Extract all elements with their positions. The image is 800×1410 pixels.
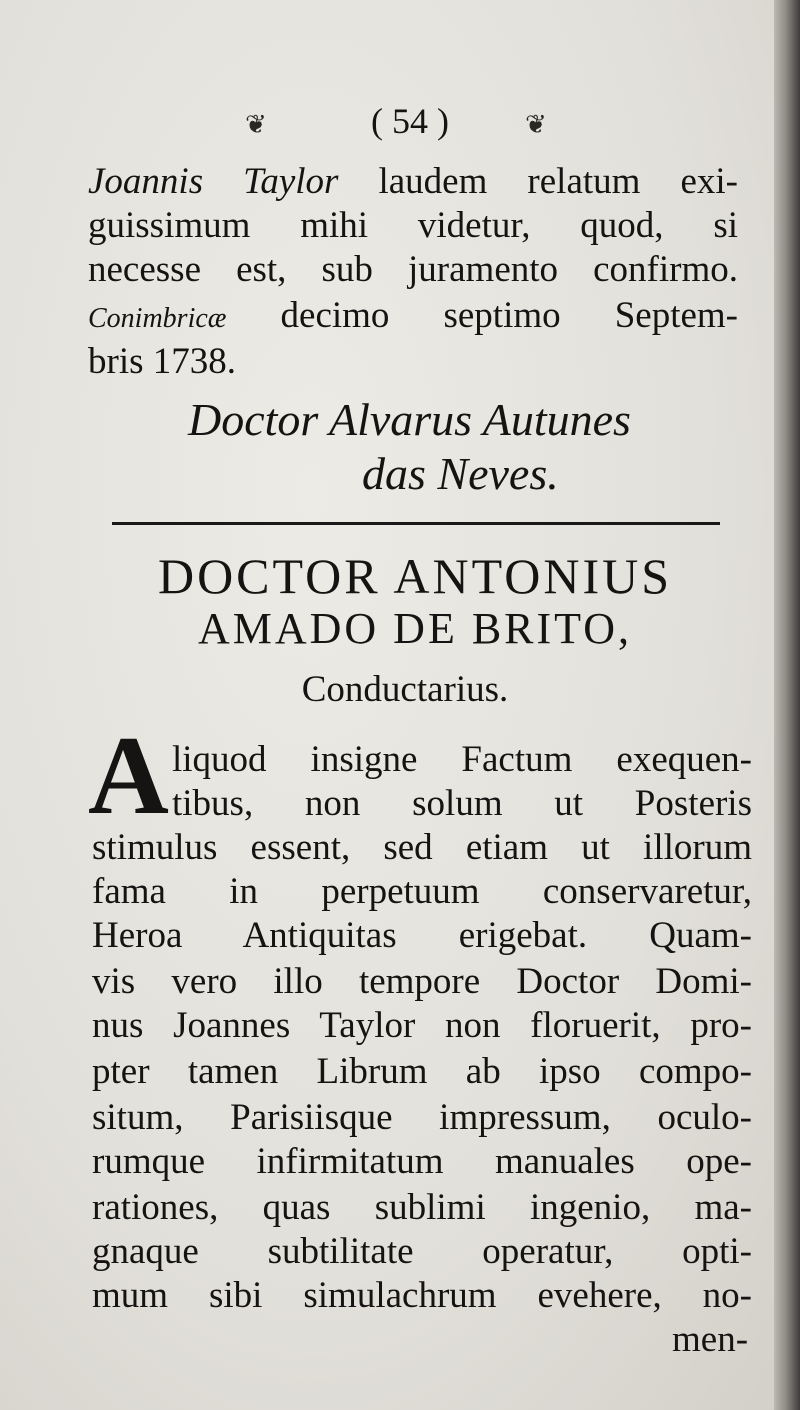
- signature-line-1: Doctor Alvarus Autunes: [188, 394, 631, 445]
- body-line: gnaque subtilitate operatur, opti-: [92, 1231, 752, 1272]
- body-line: situm, Parisiisque impressum, oculo-: [92, 1097, 752, 1138]
- section-divider: [112, 522, 720, 525]
- body-line: fama in perpetuum conservaretur,: [92, 871, 752, 912]
- drop-capital: A: [88, 714, 169, 838]
- catchword: men-: [672, 1319, 749, 1360]
- body-line: nus Joannes Taylor non floruerit, pro-: [92, 1005, 752, 1046]
- text-line: [88, 160, 738, 204]
- text-line: necesse est, sub juramento confirmo.: [88, 249, 738, 290]
- page-header: [245, 100, 575, 150]
- body-line: mum sibi simulachrum evehere, no-: [92, 1275, 752, 1316]
- page-number: ( 54 ): [371, 101, 449, 141]
- body-line: liquod insigne Factum exequen-: [172, 739, 752, 780]
- section-title-line-1: DOCTOR ANTONIUS: [157, 548, 673, 604]
- fleuron-right-icon: ❦: [525, 110, 547, 139]
- fleuron-left-icon: ❦: [245, 110, 267, 139]
- body-line: stimulus essent, sed etiam ut illorum: [92, 827, 752, 868]
- body-line: rationes, quas sublimi ingenio, ma-: [92, 1187, 752, 1228]
- text-run: decimo septimo Septem-: [226, 295, 738, 336]
- body-line: vis vero illo tempore Doctor Domi-: [92, 961, 752, 1002]
- text-run: laudem relatum exi-: [338, 161, 738, 202]
- section-subtitle: Conductarius.: [301, 669, 509, 710]
- signature-line-2: das Neves.: [362, 448, 559, 499]
- text-line: [88, 294, 738, 341]
- body-line: rumque infirmitatum manuales ope-: [92, 1141, 752, 1182]
- body-line: tibus, non solum ut Posteris: [172, 783, 752, 824]
- section-title-line-2: AMADO DE BRITO,: [197, 604, 633, 653]
- body-line: pter tamen Librum ab ipso compo-: [92, 1051, 752, 1092]
- name-italic: Joannis Taylor: [88, 161, 339, 202]
- body-line: Heroa Antiquitas erigebat. Quam-: [92, 915, 752, 956]
- text-line: bris 1738.: [88, 341, 236, 382]
- book-gutter: [774, 0, 800, 1410]
- place-italic: Conimbricæ: [88, 303, 227, 334]
- text-line: guissimum mihi videtur, quod, si: [88, 205, 738, 246]
